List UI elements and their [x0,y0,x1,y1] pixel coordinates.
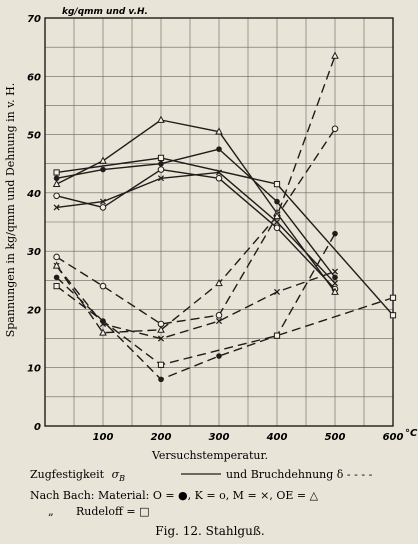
series-4 [54,170,338,286]
legend-elongation-label: und Bruchdehnung δ - - - - [226,468,373,481]
series-line [57,170,335,289]
y-tick-label: 30 [27,247,41,259]
series-1 [54,231,338,382]
plot-area [54,53,396,383]
open-circle-marker [274,225,280,231]
x-tick-label: 100 [92,432,114,443]
open-circle-marker [54,193,60,199]
x-tick-label: 500 [324,432,346,443]
open-circle-marker [332,126,338,132]
filled-circle-marker [332,275,338,281]
open-circle-marker [100,283,106,289]
filled-circle-marker [158,161,164,167]
square-marker [54,170,59,175]
x-tick-label: 400 [266,432,288,443]
y-tick-label: 40 [27,188,41,200]
legend-sigma-subscript: B [119,474,125,483]
filled-circle-marker [274,199,280,205]
legend-line-3: Rudeloff = □ [76,505,150,518]
legend-line-2: Nach Bach: Material: O = ●, K = o, M = ×, OE = △ [30,489,319,502]
filled-circle-marker [216,146,222,152]
x-axis-unit: °C [405,428,418,439]
square-marker [158,155,163,160]
series-line [57,149,335,277]
series-2 [54,167,338,292]
triangle-marker [158,117,164,123]
x-tick-label: 600 [382,432,404,443]
square-marker [390,313,395,318]
open-circle-marker [100,205,106,211]
tick-labels [26,14,418,443]
chart-grid [45,18,393,426]
open-circle-marker [216,312,222,318]
legend-strength-label: Zugfestigkeit [30,468,105,481]
y-axis-label: Spannungen in kg/qmm und Dehnung in v. H. [4,82,17,338]
x-tick-label: 200 [150,432,172,443]
figure-caption: Fig. 12. Stahlguß. [155,524,265,538]
legend-sigma: σ [111,468,120,481]
series-7 [54,53,338,336]
open-circle-marker [216,175,222,181]
filled-circle-marker [216,353,222,359]
series-line [57,158,393,315]
filled-circle-marker [332,231,338,237]
legend-line-1 [30,468,125,483]
filled-circle-marker [158,377,164,383]
series-line [57,234,335,380]
filled-circle-marker [54,275,60,281]
open-circle-marker [158,167,164,173]
y-tick-label: 10 [27,363,41,375]
square-marker [390,295,395,300]
square-marker [274,182,279,187]
y-axis-unit-label: kg/qmm und v.H. [62,7,148,17]
y-tick-label: 20 [27,305,41,317]
y-tick-label: 70 [27,14,41,25]
legend-line-3-mark: „ [48,505,54,518]
filled-circle-marker [100,167,106,173]
y-tick-label: 0 [34,422,41,433]
y-tick-label: 60 [27,72,41,84]
triangle-marker [332,53,338,59]
open-circle-marker [54,254,60,260]
series-8 [54,155,396,318]
series-line [57,129,335,324]
square-marker [274,333,279,338]
series-line [57,172,335,283]
x-axis-label: Versuchstemperatur. [151,449,269,462]
triangle-marker [100,158,106,164]
legend [30,468,373,518]
series-line [57,56,335,333]
y-tick-label: 50 [27,130,41,142]
square-marker [158,362,163,367]
x-tick-label: 300 [208,432,230,443]
square-marker [54,284,59,289]
